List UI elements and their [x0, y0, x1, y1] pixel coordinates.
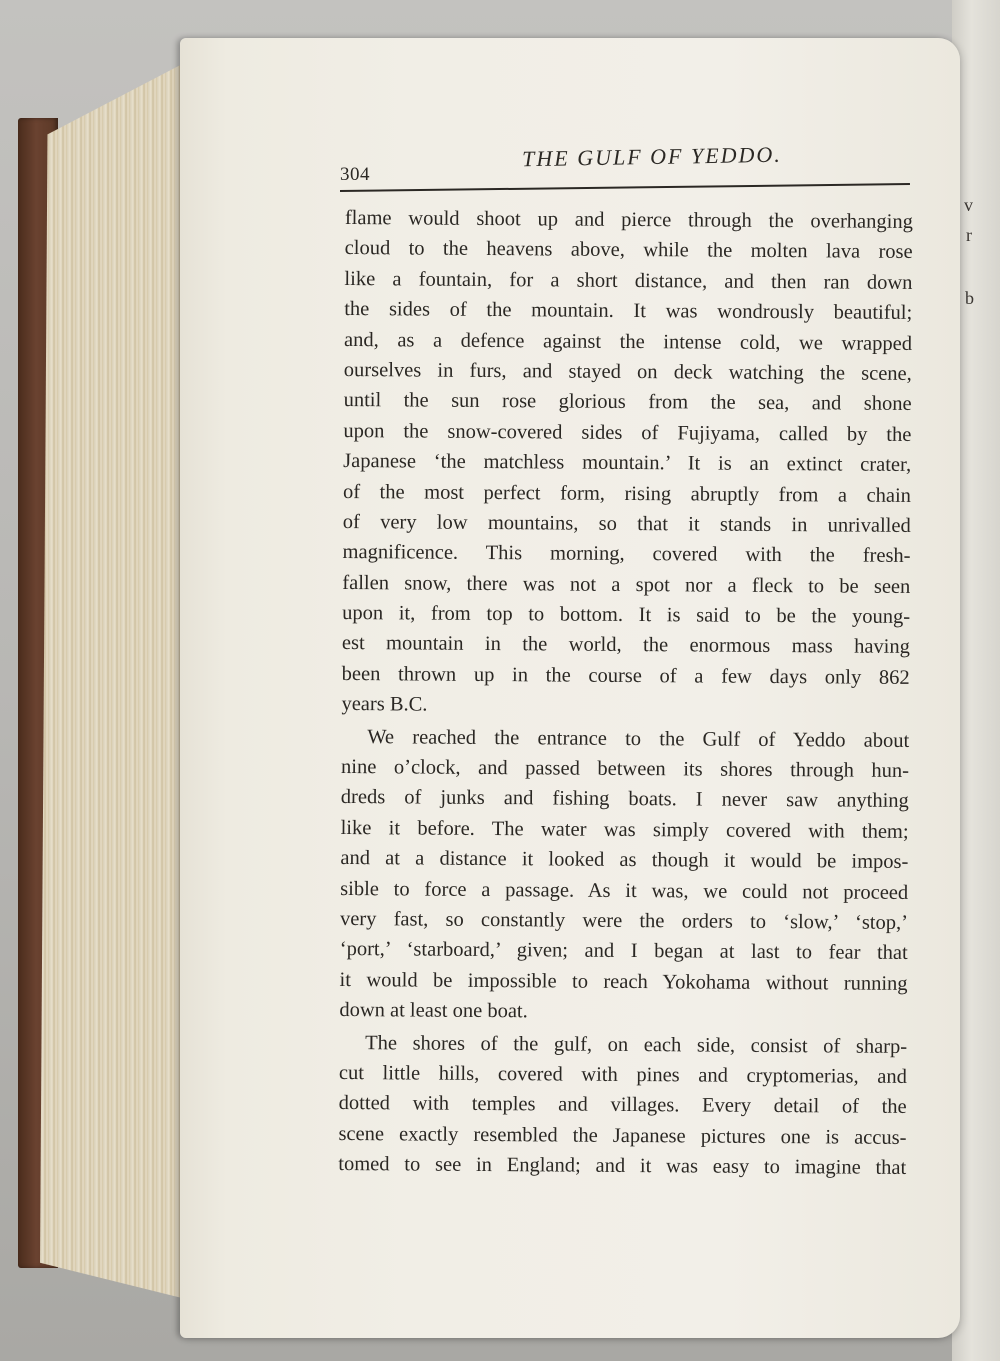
text-line: ourselves in furs, and stayed on deck watching the scene,	[343, 358, 912, 385]
text-line: Japanese ‘the matchless mountain.’ It is an extinct crater,	[343, 450, 912, 477]
text-line: tomed to see in England; and it was easy to imagine that	[338, 1153, 907, 1180]
text-line: dreds of junks and fishing boats. I never saw anything	[340, 786, 909, 813]
text-line: upon it, from top to bottom. It is said to be the young-	[342, 602, 911, 629]
text-line: dotted with temples and villages. Every detail of the	[338, 1092, 907, 1119]
text-line: scene exactly resembled the Japanese pictures one is accus-	[338, 1122, 907, 1149]
text-line: nine o’clock, and passed between its shores through hun-	[340, 756, 910, 782]
text-line: very fast, so constantly were the orders to ‘slow,’ ‘stop,’	[339, 907, 909, 934]
running-title: THE GULF OF YEDDO.	[521, 141, 783, 172]
text-line: of very low mountains, so that it stands in unrivalled	[342, 510, 911, 537]
text-line: est mountain in the world, the enormous mass having	[341, 632, 910, 659]
header-rule	[340, 183, 910, 192]
text-line: like a fountain, for a short distance, and then ran down	[344, 267, 913, 294]
text-line: and, as a defence against the intense cold, we wrapped	[343, 328, 913, 355]
text-line: been thrown up in the course of a few days only 862	[341, 662, 910, 689]
text-line: We reached the entrance to the Gulf of Yeddo about	[367, 725, 910, 752]
facing-page-mark: v	[964, 195, 973, 215]
text-line: and at a distance it looked as though it would be impos-	[340, 847, 909, 874]
text-line: years B.C.	[341, 693, 428, 716]
text-line: upon the snow-covered sides of Fujiyama, called by the	[343, 419, 912, 446]
text-line: the sides of the mountain. It was wondrously beautiful;	[344, 298, 913, 325]
facing-page-mark: b	[965, 288, 974, 308]
page-number: 304	[340, 164, 370, 185]
text-line: down at least one boat.	[339, 999, 528, 1023]
body-text	[338, 203, 913, 1183]
facing-page-mark: r	[966, 225, 972, 245]
text-line: cut little hills, covered with pines and cryptomerias, and	[338, 1061, 907, 1088]
text-line: like it before. The water was simply covered with them;	[340, 816, 909, 843]
text-line: cloud to the heavens above, while the molten lava rose	[344, 237, 913, 264]
text-line: sible to force a passage. As it was, we could not proceed	[340, 877, 909, 904]
text-line: until the sun rose glorious from the sea, and shone	[343, 389, 912, 416]
text-line: it would be impossible to reach Yokohama without running	[339, 968, 908, 995]
text-line: flame would shoot up and pierce through the overhanging	[344, 206, 913, 233]
text-line: The shores of the gulf, on each side, consist of sharp-	[365, 1031, 908, 1058]
text-line: of the most perfect form, rising abruptly from a chain	[342, 480, 912, 507]
text-line: magnificence. This morning, covered with the fresh-	[342, 541, 911, 568]
book-page	[180, 38, 960, 1338]
page-edges	[40, 60, 190, 1300]
text-line: ‘port,’ ‘starboard,’ given; and I began at last to fear that	[339, 938, 908, 965]
text-line: fallen snow, there was not a spot nor a fleck to be seen	[342, 571, 911, 598]
